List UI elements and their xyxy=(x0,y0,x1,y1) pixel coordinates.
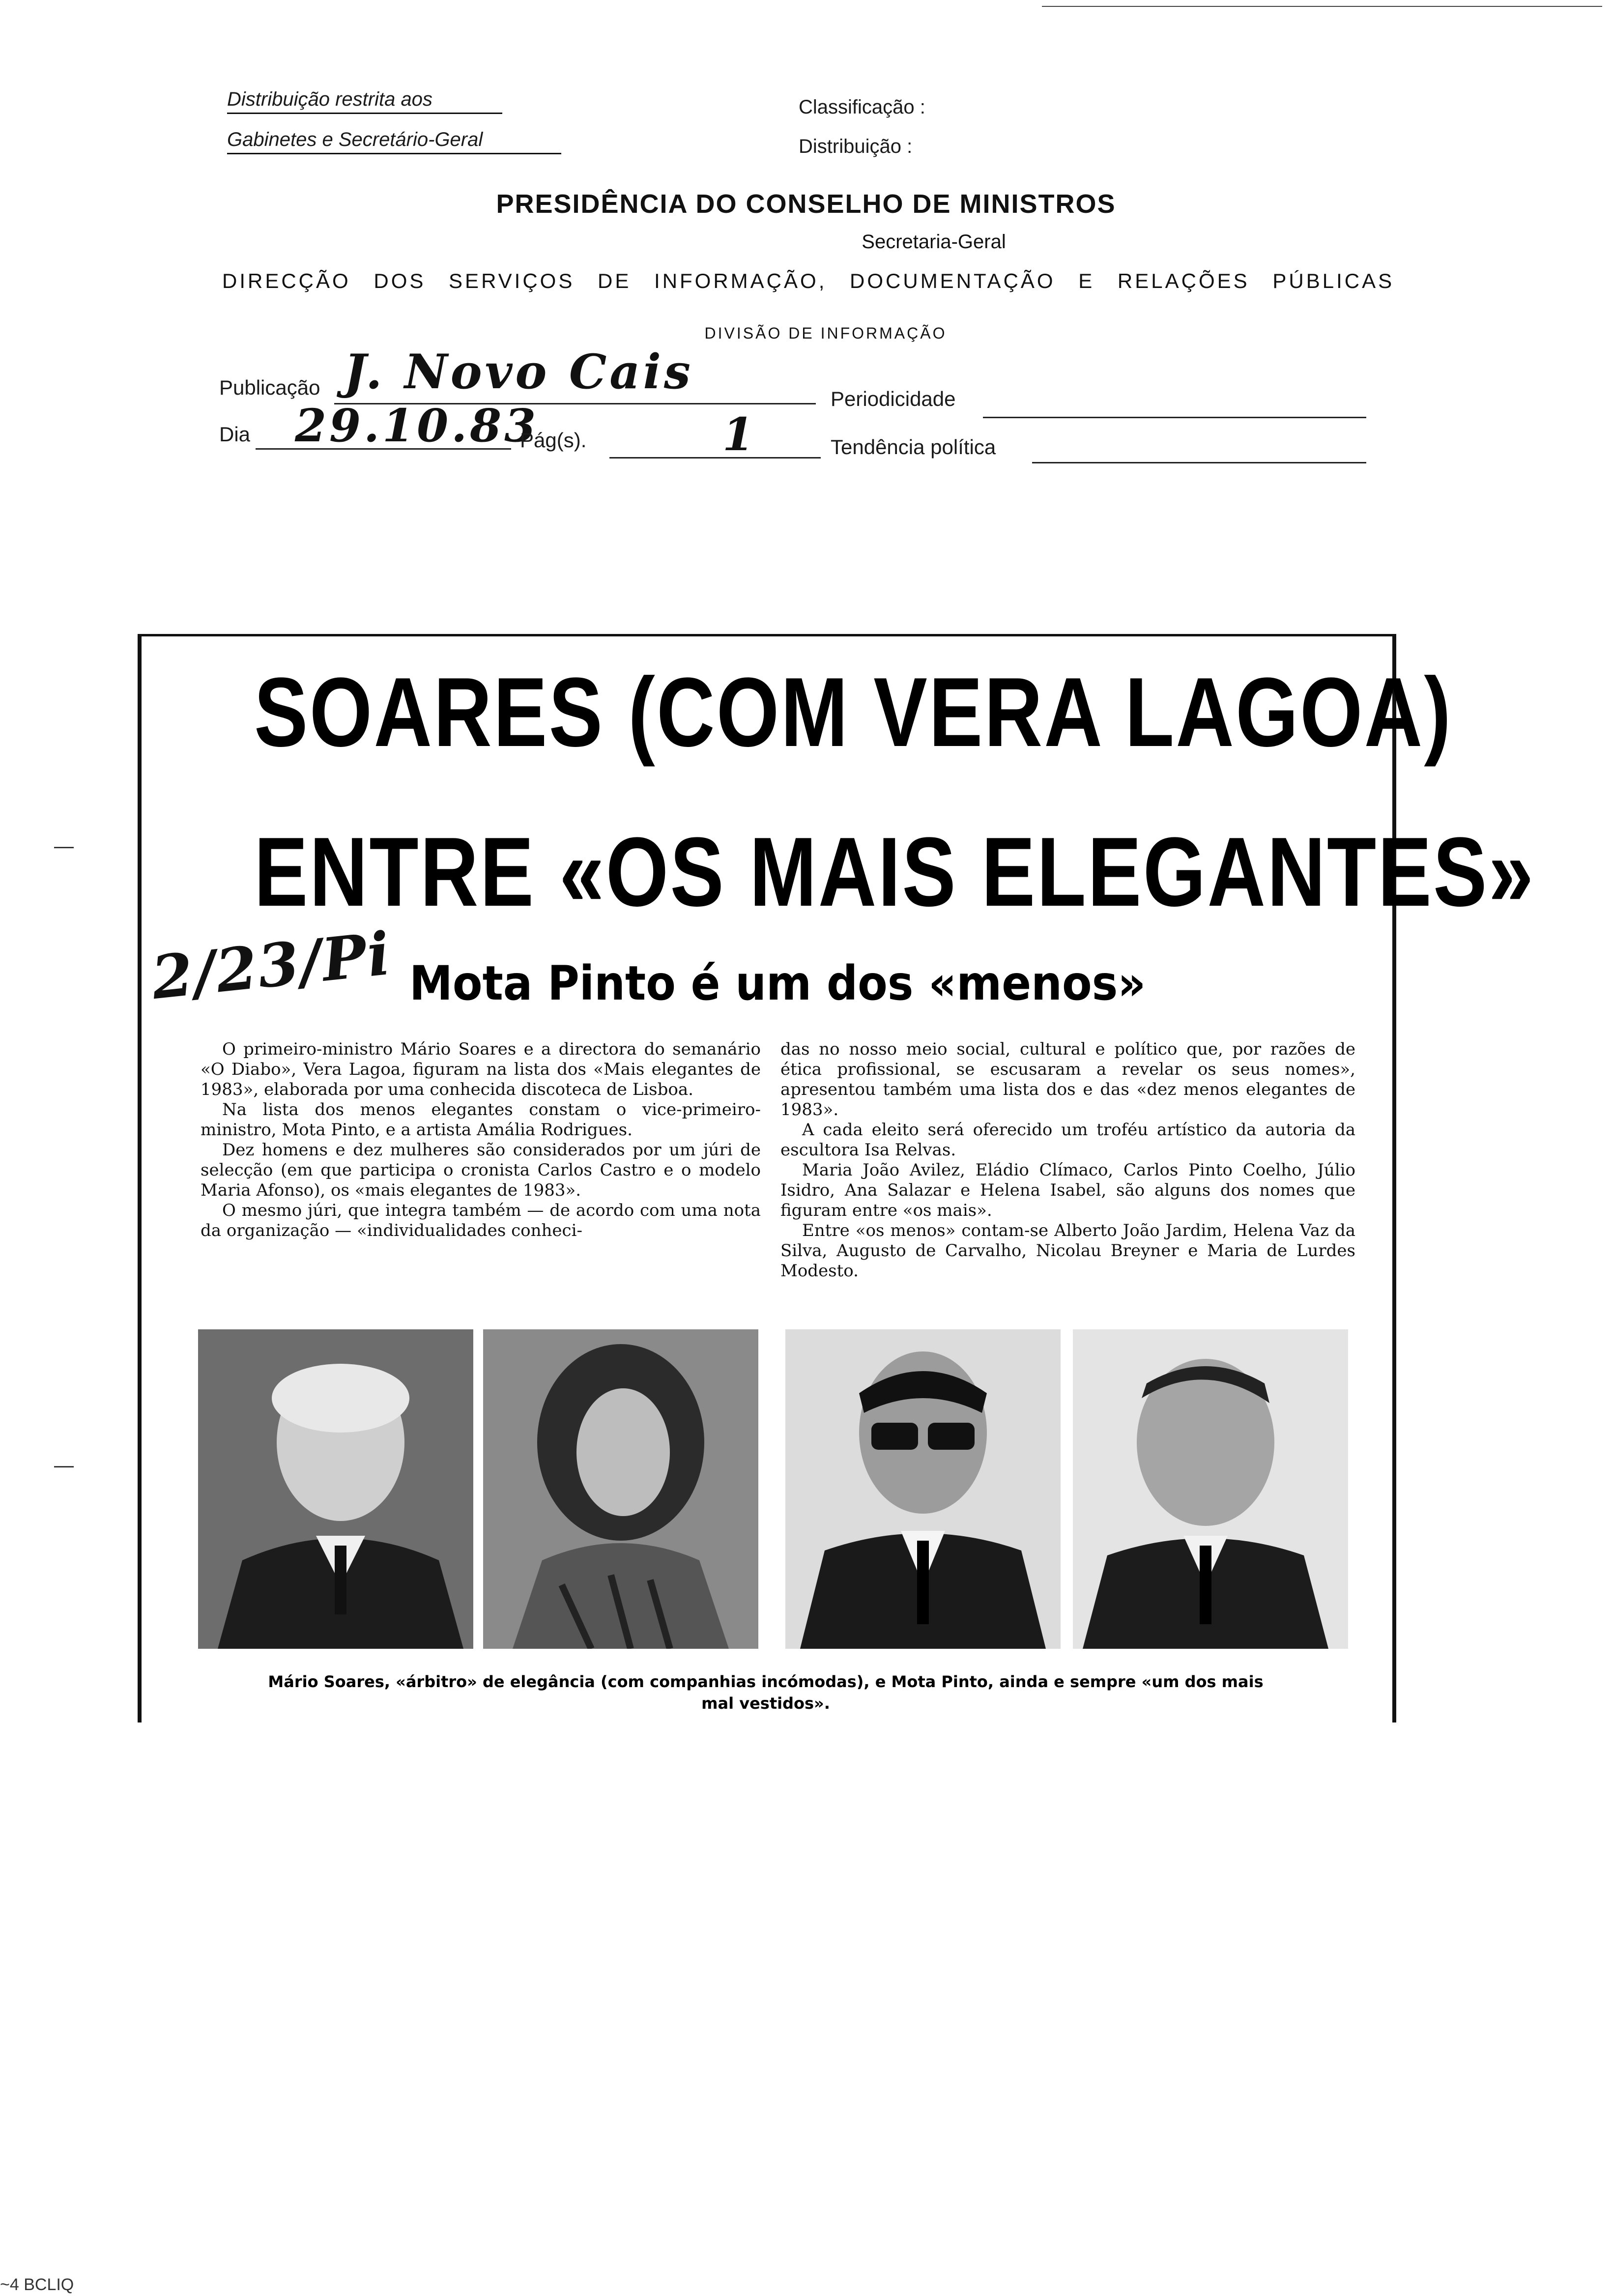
photo-caption xyxy=(171,1671,1360,1714)
distribution-label: Distribuição : xyxy=(799,136,913,157)
day-label: Dia xyxy=(219,423,251,446)
tendency-underline xyxy=(1032,462,1366,463)
article-column-1 xyxy=(201,1039,761,1241)
caption-line-2: mal vestidos». xyxy=(701,1694,830,1713)
newspaper-clipping xyxy=(138,634,1535,1722)
paragraph: A cada eleito será oferecido um troféu artístico da autoria da escultora Isa Relvas. xyxy=(780,1120,1355,1160)
margin-mark: — xyxy=(54,835,74,857)
margin-mark: — xyxy=(54,1455,74,1476)
pages-label: Pág(s). xyxy=(520,429,587,452)
restricted-distribution-line1: Distribuição restrita aos xyxy=(227,88,502,114)
caption-line-1: Mário Soares, «árbitro» de elegância (com companhias incómodas), e Mota Pinto, ainda e sempre «um dos mais xyxy=(268,1672,1264,1691)
photo-mario-soares xyxy=(198,1329,473,1649)
photo-vera-lagoa xyxy=(483,1329,758,1649)
pages-underline xyxy=(609,457,821,459)
subheadline: Mota Pinto é um dos «menos» xyxy=(409,956,1146,1011)
tendency-label: Tendência política xyxy=(831,435,996,459)
pages-handwritten: 1 xyxy=(722,408,757,461)
directorate-line: DIRECÇÃO DOS SERVIÇOS DE INFORMAÇÃO, DOCUMENTAÇÃO E RELAÇÕES PÚBLICAS xyxy=(222,269,1395,292)
headline-line2: ENTRE «OS MAIS ELEGANTES» xyxy=(254,817,1535,927)
org-subtitle: Secretaria-Geral xyxy=(862,231,1006,253)
photo-mota-pinto-1 xyxy=(785,1329,1061,1649)
day-handwritten: 29.10.83 xyxy=(295,399,539,452)
publication-handwritten: J. Novo Cais xyxy=(344,344,693,400)
periodicity-underline xyxy=(983,417,1366,418)
corner-code: ~4 BCLIQ xyxy=(0,2275,74,2294)
top-rule xyxy=(1042,6,1602,7)
paragraph: Dez homens e dez mulheres são considerados por um júri de selecção (em que participa o cronista Carlos Castro e o modelo Maria Afonso), os «mais elegantes de 1983». xyxy=(201,1140,761,1200)
org-title: PRESIDÊNCIA DO CONSELHO DE MINISTROS xyxy=(496,189,1116,219)
paragraph: Na lista dos menos elegantes constam o vice-primeiro-ministro, Mota Pinto, e a artista Amália Rodrigues. xyxy=(201,1100,761,1140)
paragraph: das no nosso meio social, cultural e político que, por razões de ética profissional, se escusaram a revelar os seus nomes», apresentou também uma lista dos e das «dez menos elegantes de 1983». xyxy=(780,1039,1355,1119)
division-line: DIVISÃO DE INFORMAÇÃO xyxy=(704,324,947,342)
classification-label: Classificação : xyxy=(799,96,925,118)
paragraph: O primeiro-ministro Mário Soares e a directora do semanário «O Diabo», Vera Lagoa, figuram na lista dos «Mais elegantes de 1983», elaborada por uma conhecida discoteca de Lisboa. xyxy=(201,1039,761,1099)
paragraph: Entre «os menos» contam-se Alberto João Jardim, Helena Vaz da Silva, Augusto de Carvalho, Nicolau Breyner e Maria de Lurdes Modesto. xyxy=(780,1221,1355,1281)
handwritten-annotation: 2/23/Pi xyxy=(148,918,395,1013)
publication-label: Publicação xyxy=(219,376,320,399)
paragraph: O mesmo júri, que integra também — de acordo com uma nota da organização — «individualidades conheci- xyxy=(201,1201,761,1240)
paragraph: Maria João Avilez, Eládio Clímaco, Carlos Pinto Coelho, Júlio Isidro, Ana Salazar e Helena Isabel, são alguns dos nomes que figuram entre «os mais». xyxy=(780,1160,1355,1220)
periodicity-label: Periodicidade xyxy=(831,387,956,410)
article-column-2 xyxy=(780,1039,1355,1281)
restricted-distribution-line2: Gabinetes e Secretário-Geral xyxy=(227,129,561,154)
headline-line1: SOARES (COM VERA LAGOA) xyxy=(254,658,1453,767)
photo-mota-pinto-2 xyxy=(1073,1329,1348,1649)
